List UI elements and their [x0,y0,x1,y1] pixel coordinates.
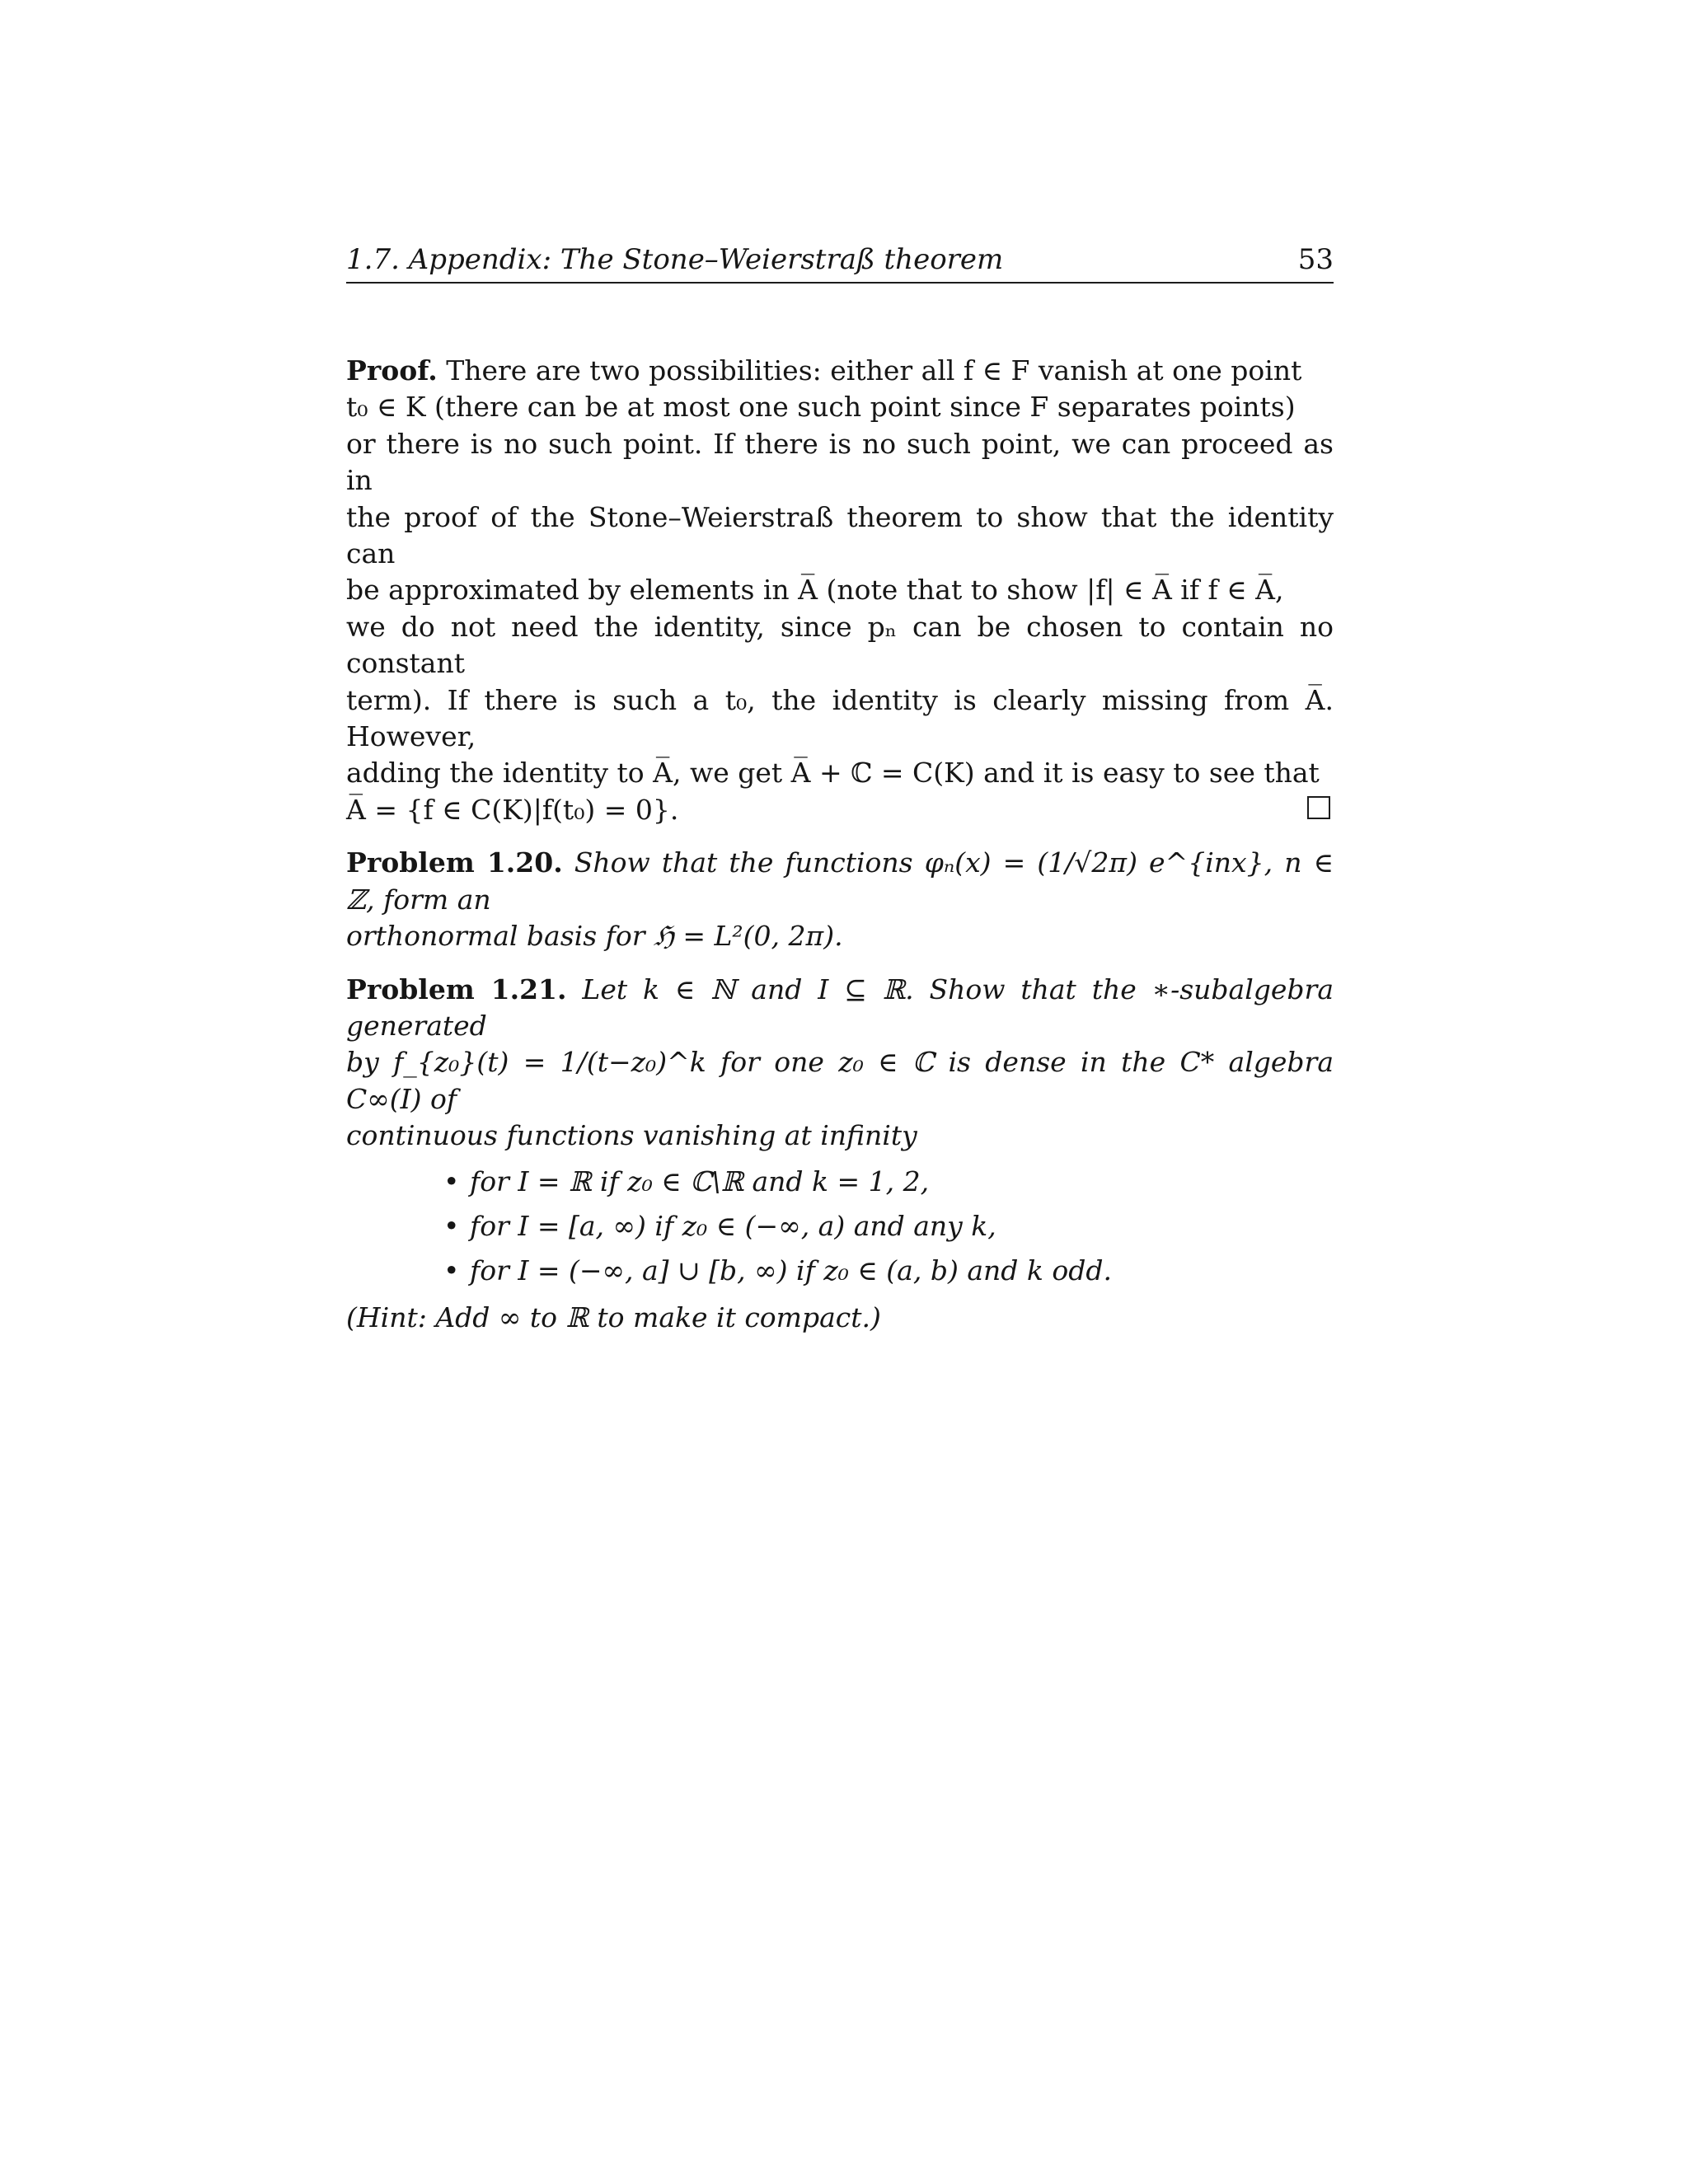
problem-line [346,845,1334,918]
page-number: 53 [1297,243,1334,276]
problem-1-21 [346,972,1334,1155]
problem-text: Show that the functions φₙ(x) = (1/√2π) e^{inx}, n ∈ ℤ, form an [346,846,1334,916]
proof-text-line: we do not need the identity, since pₙ can be chosen to contain no constant [346,610,1334,680]
problem-line [346,972,1334,1045]
bullet-icon: • [443,1209,460,1242]
condition-list [346,1160,1334,1293]
proof-last-line [346,792,1334,828]
proof-text-line: be approximated by elements in A̅ (note that to show |f| ∈ A̅ if f ∈ A̅, [346,574,1284,607]
book-page [346,239,1334,1336]
proof-line-1 [346,353,1334,389]
proof-text-line: term). If there is such a t₀, the identity is clearly missing from A̅. However, [346,683,1334,753]
bullet-icon: • [443,1254,460,1286]
proof-text-line: or there is no such point. If there is no such point, we can proceed as in [346,427,1334,497]
proof-text-line: the proof of the Stone–Weierstraß theorem to show that the identity can [346,500,1334,570]
problem-text: Let k ∈ ℕ and I ⊆ ℝ. Show that the ∗-subalgebra generated [346,972,1334,1042]
proof-text-line: A̅ = {f ∈ C(K)|f(t₀) = 0}. [346,793,679,826]
hint-text: (Hint: Add ∞ to ℝ to make it compact.) [346,1301,881,1333]
proof-text-line: t₀ ∈ K (there can be at most one such point since F separates points) [346,391,1296,424]
proof-text-line: There are two possibilities: either all f ∈ F vanish at one point [446,354,1302,387]
bullet-icon: • [443,1165,460,1197]
list-item-text: for I = [a, ∞) if z₀ ∈ (−∞, a) and any k, [470,1209,996,1242]
proof-text-line: adding the identity to A̅, we get A̅ + ℂ = C(K) and it is easy to see that [346,757,1320,790]
section-title: 1.7. Appendix: The Stone–Weierstraß theorem [346,243,1004,276]
problem-label: Problem 1.20. [346,846,563,879]
qed-square-icon [1307,796,1330,819]
list-item [443,1160,1334,1204]
list-item [443,1204,1334,1249]
problem-text: continuous functions vanishing at infinity [346,1119,917,1152]
problem-text: orthonormal basis for ℌ = L²(0, 2π). [346,920,843,953]
list-item-text: for I = ℝ if z₀ ∈ ℂ\ℝ and k = 1, 2, [470,1165,930,1197]
list-item [443,1249,1334,1293]
proof-block [346,353,1334,828]
list-item-text: for I = (−∞, a] ∪ [b, ∞) if z₀ ∈ (a, b) and k odd. [470,1254,1112,1286]
problem-label: Problem 1.21. [346,972,567,1005]
running-head [346,239,1334,284]
problem-1-20 [346,845,1334,954]
proof-label: Proof. [346,354,438,387]
problem-text: by f_{z₀}(t) = 1/(t−z₀)^k for one z₀ ∈ ℂ is dense in the C* algebra C∞(I) of [346,1046,1334,1115]
